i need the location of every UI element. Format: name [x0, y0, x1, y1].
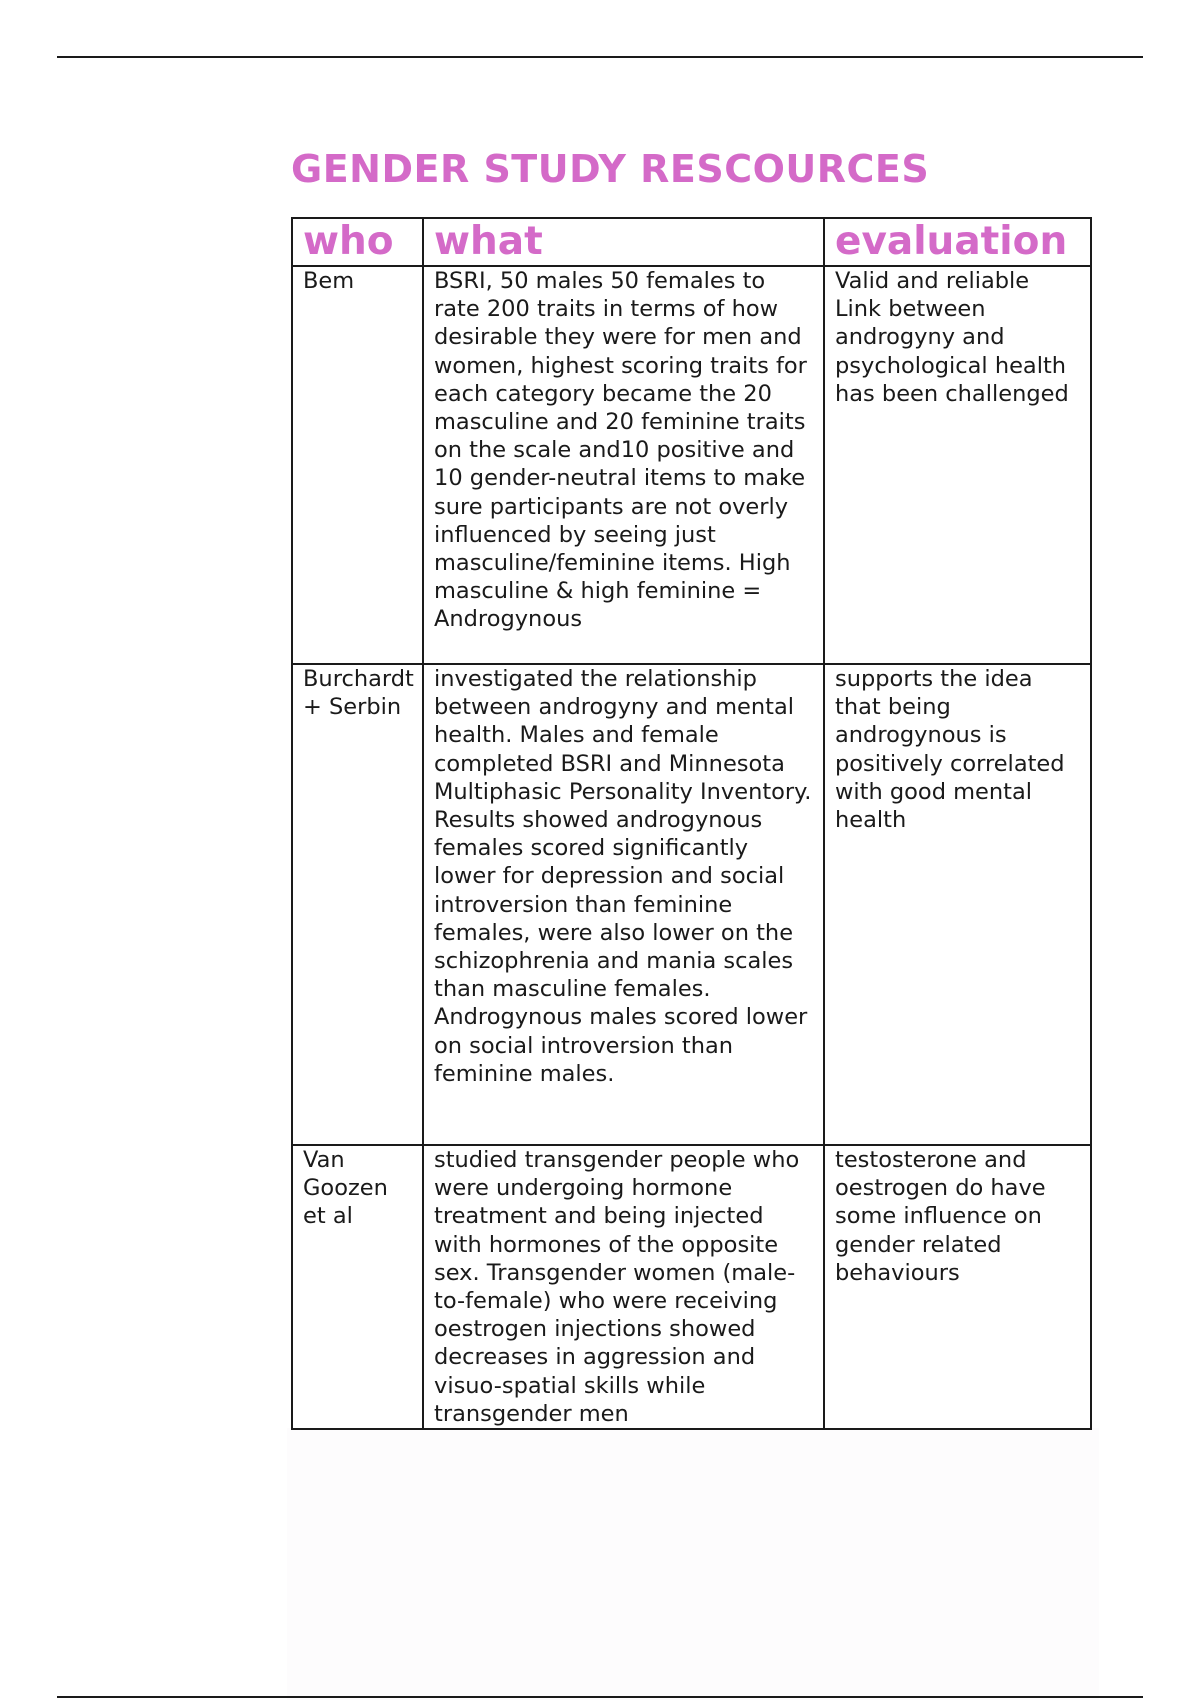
document-title: GENDER STUDY RESCOURCES [291, 147, 930, 191]
page-background-shade [287, 1428, 1099, 1700]
cell-evaluation: Valid and reliable Link between androgyny and psychological health has been challenged [824, 266, 1091, 664]
table-row [292, 1145, 1091, 1429]
table-row [292, 664, 1091, 1145]
cell-what: investigated the relationship between androgyny and mental health. Males and female completed BSRI and Minnesota Multiphasic Personality Inventory. Results showed androgynous females scored significantly lower for depression and social introversion than feminine females, were also lower on the schizophrenia and mania scales than masculine females. Androgynous males scored lower on social introversion than feminine males. [423, 664, 824, 1145]
bottom-rule [57, 1696, 1143, 1698]
cell-what: studied transgender people who were undergoing hormone treatment and being injected with hormones of the opposite sex. Transgender women (male-to-female) who were receiving oestrogen injections showed decreases in aggression and visuo-spatial skills while transgender men [423, 1145, 824, 1429]
study-resources-table [291, 217, 1092, 1430]
cell-what: BSRI, 50 males 50 females to rate 200 traits in terms of how desirable they were for men and women, highest scoring traits for each category became the 20 masculine and 20 feminine traits on the scale and10 positive and 10 gender-neutral items to make sure participants are not overly influenced by seeing just masculine/feminine items. High masculine & high feminine = Androgynous [423, 266, 824, 664]
cell-who: Van Goozen et al [292, 1145, 423, 1429]
table-header-row [292, 218, 1091, 266]
top-rule [57, 56, 1143, 58]
header-who: who [292, 218, 423, 266]
header-evaluation: evaluation [824, 218, 1091, 266]
cell-who: Burchardt + Serbin [292, 664, 423, 1145]
cell-evaluation: testosterone and oestrogen do have some influence on gender related behaviours [824, 1145, 1091, 1429]
cell-evaluation: supports the idea that being androgynous is positively correlated with good mental health [824, 664, 1091, 1145]
cell-who: Bem [292, 266, 423, 664]
header-what: what [423, 218, 824, 266]
table-row [292, 266, 1091, 664]
